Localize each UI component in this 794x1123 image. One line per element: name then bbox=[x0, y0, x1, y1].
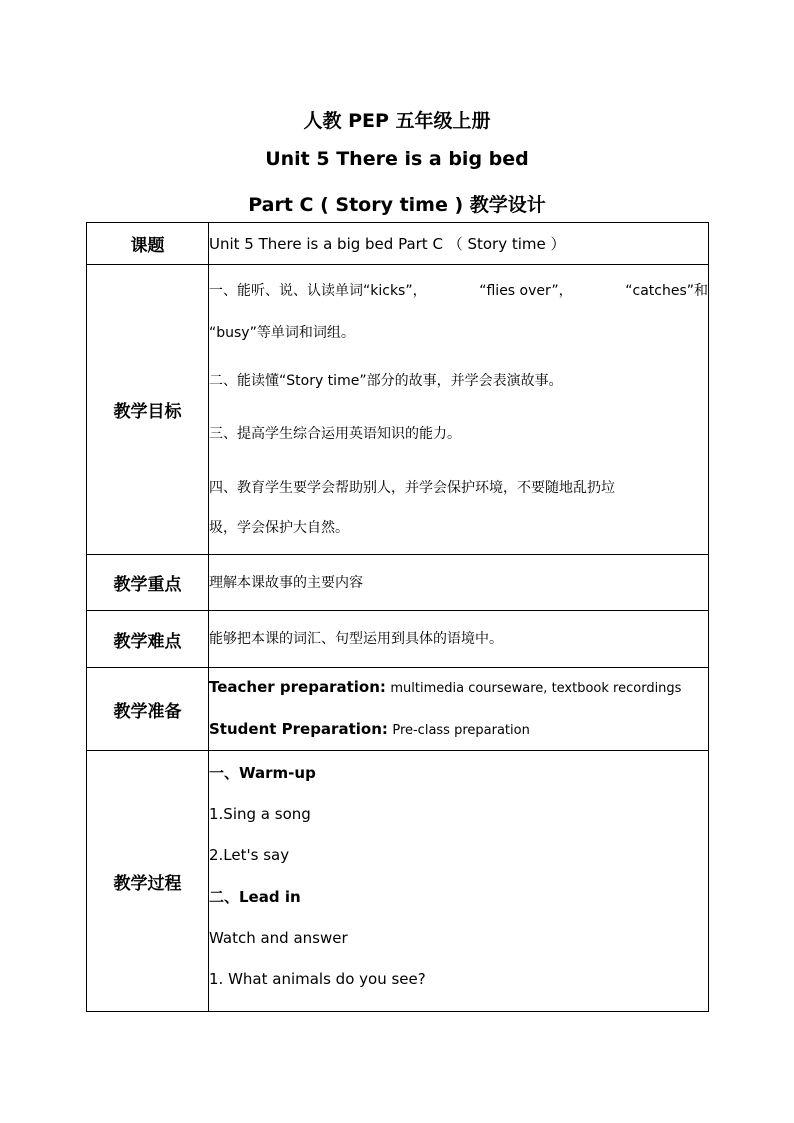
key-points-label: 教学重点 bbox=[87, 555, 209, 611]
student-preparation bbox=[209, 719, 708, 741]
teacher-preparation-label: Teacher preparation: bbox=[209, 678, 386, 696]
row-key-points bbox=[87, 555, 709, 611]
goals-content bbox=[209, 265, 709, 555]
row-topic bbox=[87, 223, 709, 265]
student-preparation-label: Student Preparation: bbox=[209, 720, 388, 738]
teacher-preparation bbox=[209, 677, 708, 699]
process-section1-heading: 一、Warm-up bbox=[209, 764, 316, 782]
lesson-plan-table bbox=[86, 222, 709, 1012]
title-unit: Unit 5 There is a big bed bbox=[265, 148, 529, 170]
process-label: 教学过程 bbox=[87, 751, 209, 1012]
goal-1-line2: “busy”等单词和词组。 bbox=[209, 325, 355, 341]
row-difficulties bbox=[87, 611, 709, 668]
process-item: 1. What animals do you see? bbox=[209, 970, 426, 988]
row-process bbox=[87, 751, 709, 1012]
goal-1-line1: 一、能听、说、认读单词“kicks”， “flies over”， “catches”和 bbox=[209, 283, 708, 299]
key-points-value: 理解本课故事的主要内容 bbox=[209, 574, 363, 591]
topic-value: Unit 5 There is a big bed Part C （ Story time ） bbox=[209, 234, 566, 253]
title-part: Part C ( Story time ) 教学设计 bbox=[248, 194, 546, 216]
goal-4-line2: 圾，学会保护大自然。 bbox=[209, 520, 349, 536]
process-section2-heading: 二、Lead in bbox=[209, 888, 301, 906]
goal-2: 二、能读懂“Story time”部分的故事，并学会表演故事。 bbox=[209, 373, 563, 389]
title-publisher: 人教 PEP 五年级上册 bbox=[303, 110, 491, 132]
goal-3: 三、提高学生综合运用英语知识的能力。 bbox=[209, 426, 461, 442]
row-goals bbox=[87, 265, 709, 555]
goal-4-line1: 四、教育学生要学会帮助别人，并学会保护环境，不要随地乱扔垃 bbox=[209, 480, 615, 496]
student-preparation-value: Pre-class preparation bbox=[392, 723, 530, 738]
teacher-preparation-value: multimedia courseware, textbook recordings bbox=[390, 681, 682, 696]
row-preparation bbox=[87, 668, 709, 751]
process-item: Watch and answer bbox=[209, 929, 348, 947]
topic-label: 课题 bbox=[87, 223, 209, 265]
goals-label: 教学目标 bbox=[87, 265, 209, 555]
difficulties-label: 教学难点 bbox=[87, 611, 209, 668]
process-item: 1.Sing a song bbox=[209, 805, 311, 823]
process-item: 2.Let's say bbox=[209, 846, 290, 864]
difficulties-value: 能够把本课的词汇、句型运用到具体的语境中。 bbox=[209, 631, 503, 647]
preparation-label: 教学准备 bbox=[87, 668, 209, 751]
